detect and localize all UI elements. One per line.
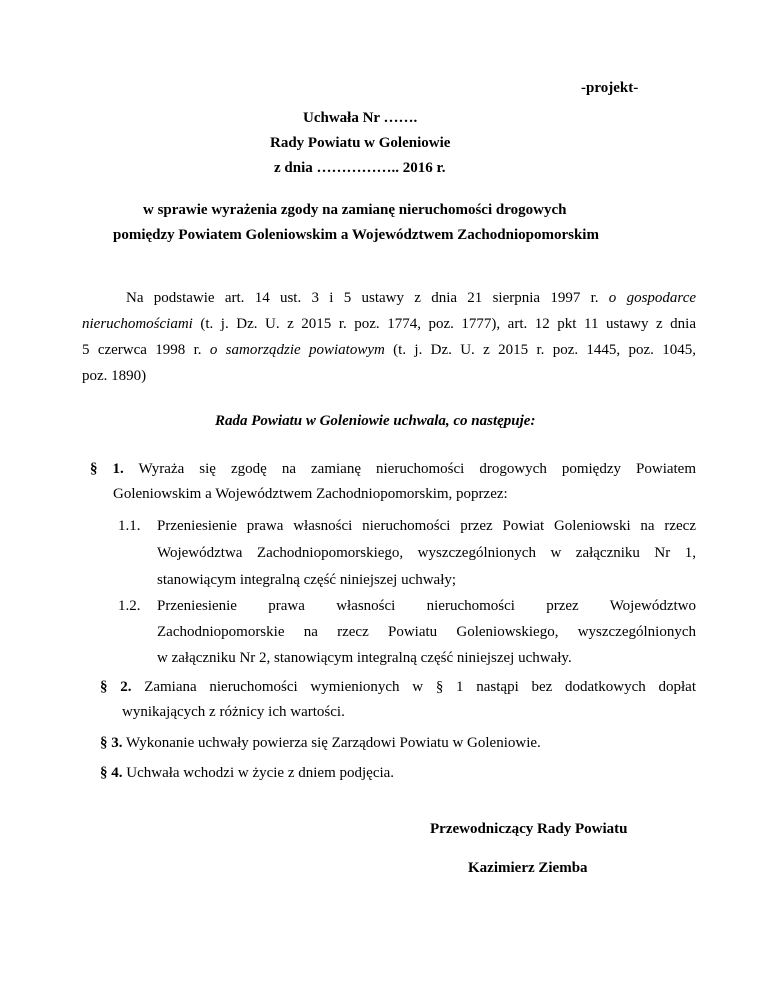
- item-1-1-number: 1.1.: [118, 518, 141, 534]
- section-2-line-1: § 2. Zamiana nieruchomości wymienionych w § 1 nastąpi bez dodatkowych dopłat: [100, 679, 697, 695]
- subject-line-1: w sprawie wyrażenia zgody na zamianę nieruchomości drogowych: [143, 202, 567, 218]
- section-2-line-2: wynikających z różnicy ich wartości.: [122, 704, 345, 720]
- resolution-number: Uchwała Nr …….: [303, 110, 418, 126]
- section-1-line-2: Goleniowskim a Województwem Zachodniopomorskim, poprzez:: [113, 486, 508, 502]
- section-3: § 3. Wykonanie uchwały powierza się Zarządowi Powiatu w Goleniowie.: [100, 735, 541, 751]
- item-1-2-line-3: w załączniku Nr 2, stanowiącym integralną część niniejszej uchwały.: [157, 650, 572, 666]
- legal-basis-line-3: 5 czerwca 1998 r. o samorządzie powiatowym (t. j. Dz. U. z 2015 r. poz. 1445, poz. 1045,: [82, 342, 696, 358]
- legal-basis-line-1: Na podstawie art. 14 ust. 3 i 5 ustawy z dnia 21 sierpnia 1997 r. o gospodarce: [126, 290, 697, 306]
- section-1-line-1: § 1. Wyraża się zgodę na zamianę nieruchomości drogowych pomiędzy Powiatem: [90, 461, 697, 477]
- legal-basis-line-2: nieruchomościami (t. j. Dz. U. z 2015 r. poz. 1774, poz. 1777), art. 12 pkt 11 ustawy z dnia: [82, 316, 696, 332]
- item-1-1-line-1: Przeniesienie prawa własności nieruchomości przez Powiat Goleniowski na rzecz: [157, 518, 696, 534]
- item-1-2-number: 1.2.: [118, 598, 141, 614]
- resolution-heading: Rada Powiatu w Goleniowie uchwala, co następuje:: [215, 413, 536, 429]
- item-1-2-line-2: Zachodniopomorskie na rzecz Powiatu Goleniowskiego, wyszczególnionych: [157, 624, 696, 640]
- item-1-2-line-1: Przeniesienie prawa własności nieruchomości przez Województwo: [157, 598, 696, 614]
- resolution-date: z dnia …………….. 2016 r.: [274, 160, 446, 176]
- signature-name: Kazimierz Ziemba: [468, 860, 588, 876]
- item-1-1-line-2: Województwa Zachodniopomorskiego, wyszczególnionych w załączniku Nr 1,: [157, 545, 696, 561]
- subject-line-2: pomiędzy Powiatem Goleniowskim a Województwem Zachodniopomorskim: [113, 227, 599, 243]
- item-1-1-line-3: stanowiącym integralną część niniejszej uchwały;: [157, 572, 457, 588]
- projekt-label: -projekt-: [581, 80, 639, 96]
- council-name: Rady Powiatu w Goleniowie: [270, 135, 451, 151]
- signature-title: Przewodniczący Rady Powiatu: [430, 821, 628, 837]
- section-4: § 4. Uchwała wchodzi w życie z dniem podjęcia.: [100, 765, 395, 781]
- legal-basis-line-4: poz. 1890): [82, 368, 147, 384]
